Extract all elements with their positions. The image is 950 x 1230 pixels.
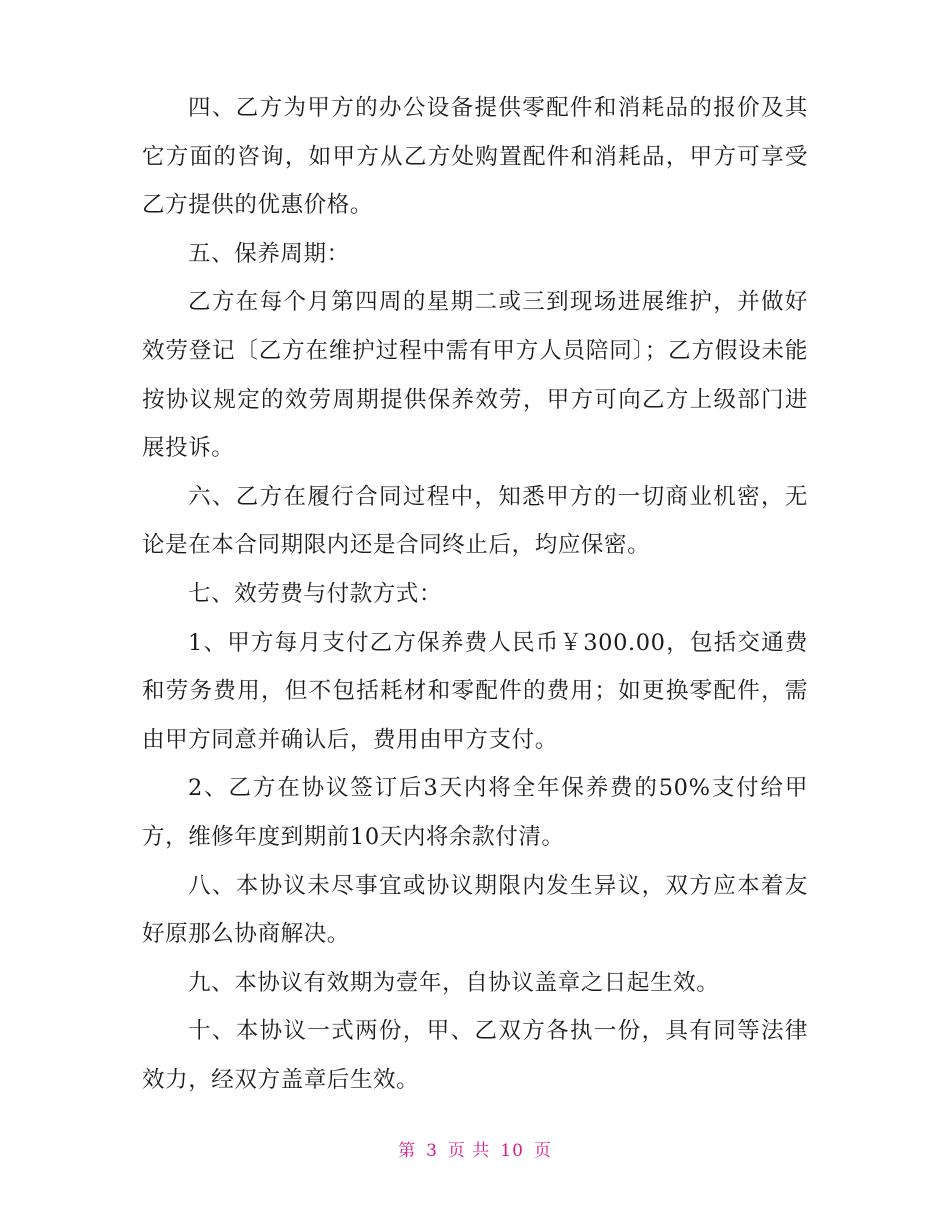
- paragraph-clause-9: 九、本协议有效期为壹年，自协议盖章之日起生效。: [188, 969, 720, 996]
- page-number-footer: [0, 1136, 950, 1161]
- paragraph-clause-10: 十、本协议一式两份，甲、乙双方各执一份，具有同等法律效力，经双方盖章后生效。: [142, 1018, 808, 1093]
- paragraph-clause-6: 六、乙方在履行合同过程中，知悉甲方的一切商业机密，无论是在本合同期限内还是合同终止后，均应保密。: [142, 483, 808, 559]
- footer-suffix: 页: [533, 1141, 552, 1161]
- paragraph-clause-8: 八、本协议未尽事宜或协议期限内发生异议，双方应本着友好原那么协商解决。: [142, 872, 808, 948]
- paragraph-clause-4: 四、乙方为甲方的办公设备提供零配件和消耗品的报价及其它方面的咨询，如甲方从乙方处购置配件和消耗品，甲方可享受乙方提供的优惠价格。: [142, 95, 808, 219]
- footer-current-page: 3: [426, 1141, 438, 1161]
- paragraph-clause-7-heading: 七、效劳费与付款方式：: [188, 580, 443, 607]
- paragraph-maintenance-cycle: 乙方在每个月第四周的星期二或三到现场进展维护，并做好效劳登记〔乙方在维护过程中需有甲方人员陪同〕；乙方假设未能按协议规定的效劳周期提供保养效劳，甲方可向乙方上级部门进展投诉。: [142, 289, 808, 462]
- footer-total-pages: 10: [500, 1141, 524, 1161]
- document-body: [142, 84, 808, 1104]
- paragraph-payment-2: 2、乙方在协议签订后3天内将全年保养费的50%支付给甲方，维修年度到期前10天内将余款付清。: [142, 775, 808, 850]
- paragraph-payment-1: 1、甲方每月支付乙方保养费人民币￥300.00，包括交通费和劳务费用，但不包括耗材和零配件的费用；如更换零配件，需由甲方同意并确认后，费用由甲方支付。: [142, 629, 808, 753]
- paragraph-clause-5-heading: 五、保养周期：: [188, 240, 350, 267]
- footer-prefix: 第: [398, 1141, 417, 1161]
- footer-middle: 页 共: [447, 1141, 491, 1161]
